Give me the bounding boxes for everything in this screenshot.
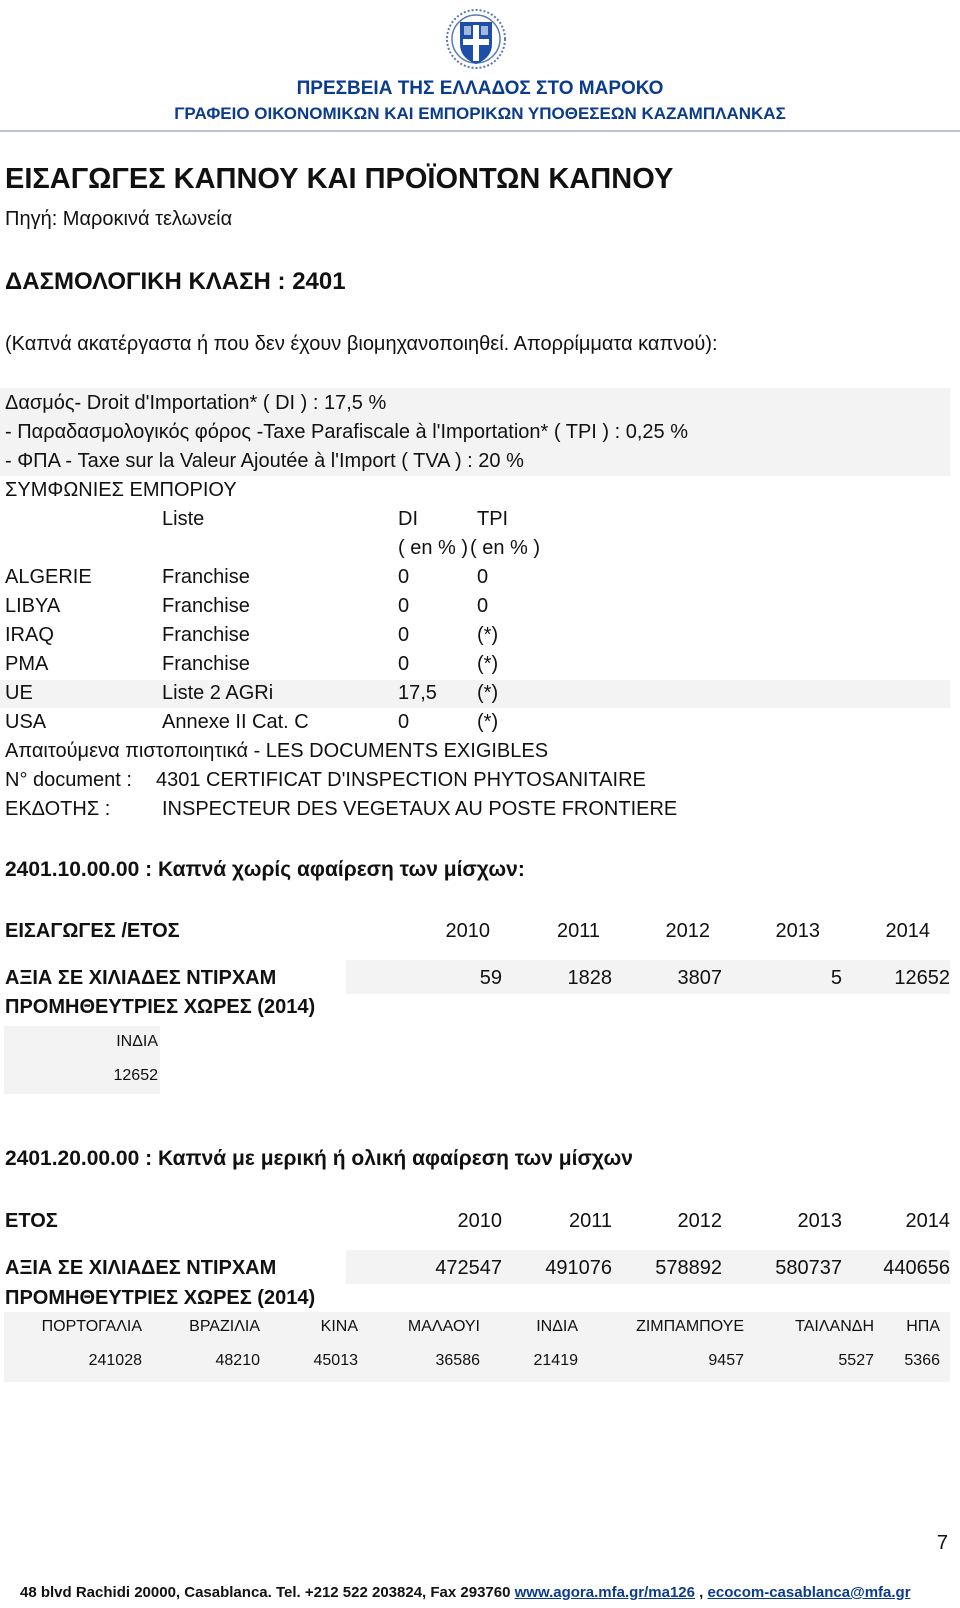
duty-tva: - ΦΠΑ - Taxe sur la Valeur Ajoutée à l'Import ( TVA ) : 20 % <box>5 450 524 472</box>
agreement-tpi: (*) <box>477 711 499 733</box>
supplier-value: 12652 <box>113 1067 158 1084</box>
source-line: Πηγή: Μαροκινά τελωνεία <box>5 208 233 230</box>
section2-year: 2012 <box>677 1210 722 1232</box>
section1-imports-label: ΕΙΣΑΓΩΓΕΣ /ΕΤΟΣ <box>5 920 180 942</box>
supplier-value: 36586 <box>435 1352 480 1369</box>
document-label: N° document : <box>5 769 132 791</box>
col-di: DI <box>398 508 418 530</box>
section1-year: 2012 <box>665 920 710 942</box>
section1-value: 5 <box>830 967 842 989</box>
agreement-country: LIBYA <box>5 595 61 617</box>
footer <box>20 1584 911 1601</box>
agreement-tpi: (*) <box>477 682 499 704</box>
agreement-tpi: (*) <box>477 624 499 646</box>
section2-suppliers-label: ΠΡΟΜΗΘΕΥΤΡΙΕΣ ΧΩΡΕΣ (2014) <box>5 1287 316 1309</box>
agreement-tpi: (*) <box>477 653 499 675</box>
section1-heading <box>5 858 525 882</box>
section1-value: 3807 <box>677 967 722 989</box>
agreements-heading: ΣΥΜΦΩΝΙΕΣ ΕΜΠΟΡΙΟΥ <box>5 479 237 501</box>
agreement-di: 0 <box>398 711 410 733</box>
section2-year: 2014 <box>905 1210 950 1232</box>
issuer-label: ΕΚΔΟΤΗΣ : <box>5 798 111 820</box>
section2-value: 578892 <box>655 1257 722 1279</box>
supplier-country: ΤΑΙΛΑΝΔΗ <box>795 1318 874 1335</box>
agreement-country: PMA <box>5 653 49 675</box>
supplier-country: ΚΙΝΑ <box>320 1318 358 1335</box>
section1-value: 1828 <box>567 967 612 989</box>
agreement-country: USA <box>5 711 47 733</box>
section2-title: : Καπνά με μερική ή ολική αφαίρεση των μίσχων <box>139 1147 633 1170</box>
supplier-value: 9457 <box>708 1352 744 1369</box>
section2-value: 472547 <box>435 1257 502 1279</box>
section1-year: 2010 <box>445 920 490 942</box>
issuer-value: INSPECTEUR DES VEGETAUX AU POSTE FRONTIERE <box>162 798 678 820</box>
section1-value-label: ΑΞΙΑ ΣΕ ΧΙΛΙΑΔΕΣ ΝΤΙΡΧΑΜ <box>5 967 277 989</box>
footer-address: 48 blvd Rachidi 20000, Casablanca. Tel. +212 522 203824, Fax 293760 <box>20 1584 515 1601</box>
embassy-name: ΠΡΕΣΒΕΙΑ ΤΗΣ ΕΛΛΑΔΟΣ ΣΤΟ ΜΑΡΟΚΟ <box>296 78 664 99</box>
supplier-country: ΜΑΛΑΟΥΙ <box>407 1318 480 1335</box>
section1-year: 2011 <box>556 920 600 942</box>
agreement-country: ALGERIE <box>5 566 92 588</box>
duty-tpi: - Παραδασμολογικός φόρος -Taxe Parafiscale à l'Importation* ( TPI ) : 0,25 % <box>5 421 688 443</box>
agreement-country: UE <box>5 682 33 704</box>
page-title: ΕΙΣΑΓΩΓΕΣ ΚΑΠΝΟΥ ΚΑΙ ΠΡΟΪΟΝΤΩΝ ΚΑΠΝΟΥ <box>5 163 674 195</box>
section2-code: 2401.20.00.00 <box>5 1147 140 1170</box>
website-link[interactable]: www.agora.mfa.gr/ma126 <box>514 1584 695 1601</box>
section2-year-label: ΕΤΟΣ <box>5 1210 58 1232</box>
agreement-di: 0 <box>398 624 410 646</box>
supplier-value: 5366 <box>904 1352 940 1369</box>
agreement-di: 0 <box>398 595 410 617</box>
section2-year: 2011 <box>568 1210 612 1232</box>
agreement-liste: Liste 2 AGRi <box>162 682 274 704</box>
section2-value: 440656 <box>883 1257 950 1279</box>
supplier-country: ΖΙΜΠΑΜΠΟΥΕ <box>636 1318 744 1335</box>
supplier-value: 21419 <box>533 1352 578 1369</box>
agreement-liste: Franchise <box>162 653 250 675</box>
agreement-liste: Annexe II Cat. C <box>162 711 309 733</box>
section2-value-label: ΑΞΙΑ ΣΕ ΧΙΛΙΑΔΕΣ ΝΤΙΡΧΑΜ <box>5 1257 277 1279</box>
agreement-tpi: 0 <box>477 566 489 588</box>
agreement-di: 0 <box>398 566 410 588</box>
section2-value: 491076 <box>545 1257 612 1279</box>
agreement-tpi: 0 <box>477 595 489 617</box>
col-tpi: TPI <box>477 508 509 530</box>
footer-separator: , <box>695 1584 708 1601</box>
document-value: 4301 CERTIFICAT D'INSPECTION PHYTOSANITAIRE <box>156 769 646 791</box>
agreement-liste: Franchise <box>162 566 250 588</box>
agreement-liste: Franchise <box>162 595 250 617</box>
tariff-heading: ΔΑΣΜΟΛΟΓΙΚΗ ΚΛΑΣΗ : 2401 <box>5 268 346 295</box>
page-number: 7 <box>936 1532 948 1554</box>
col-liste: Liste <box>162 508 205 530</box>
supplier-country: ΒΡΑΖΙΛΙΑ <box>189 1318 260 1335</box>
supplier-country: ΗΠΑ <box>906 1318 940 1335</box>
section2-heading <box>5 1147 633 1171</box>
supplier-country: ΙΝΔΙΑ <box>116 1033 158 1050</box>
section1-suppliers-label: ΠΡΟΜΗΘΕΥΤΡΙΕΣ ΧΩΡΕΣ (2014) <box>5 996 316 1018</box>
section1-code: 2401.10.00.00 <box>5 858 140 881</box>
greek-coat-of-arms-icon <box>446 8 506 70</box>
agreement-liste: Franchise <box>162 624 250 646</box>
section1-value: 59 <box>479 967 502 989</box>
email-link[interactable]: ecocom-casablanca@mfa.gr <box>707 1584 911 1601</box>
agreement-di: 17,5 <box>398 682 437 704</box>
supplier-value: 48210 <box>215 1352 260 1369</box>
supplier-country: ΙΝΔΙΑ <box>536 1318 578 1335</box>
section1-title: : Καπνά χωρίς αφαίρεση των μίσχων: <box>139 858 525 881</box>
supplier-country: ΠΟΡΤΟΓΑΛΙΑ <box>41 1318 142 1335</box>
agreement-di: 0 <box>398 653 410 675</box>
required-documents: Απαιτούμενα πιστοποιητικά - LES DOCUMENTS EXIGIBLES <box>5 740 549 762</box>
agreement-country: IRAQ <box>5 624 54 646</box>
unit-di: ( en % ) <box>398 537 469 559</box>
section1-year: 2014 <box>885 920 930 942</box>
product-description: (Καπνά ακατέργαστα ή που δεν έχουν βιομηχανοποιηθεί. Απορρίμματα καπνού): <box>5 333 718 355</box>
supplier-value: 45013 <box>313 1352 358 1369</box>
supplier-value: 5527 <box>838 1352 874 1369</box>
section1-value: 12652 <box>894 967 950 989</box>
agreement-row-highlight <box>0 680 950 708</box>
office-name: ΓΡΑΦΕΙΟ ΟΙΚΟΝΟΜΙΚΩΝ ΚΑΙ ΕΜΠΟΡΙΚΩΝ ΥΠΟΘΕΣΕΩΝ ΚΑΖΑΜΠΛΑΝΚΑΣ <box>174 104 786 123</box>
section2-year: 2010 <box>457 1210 502 1232</box>
section2-value: 580737 <box>775 1257 842 1279</box>
duty-di: Δασμός- Droit d'Importation* ( DI ) : 17,5 % <box>5 392 387 414</box>
section1-year: 2013 <box>775 920 820 942</box>
header-divider <box>0 130 960 132</box>
unit-tpi: ( en % ) <box>470 537 541 559</box>
section2-year: 2013 <box>797 1210 842 1232</box>
supplier-value: 241028 <box>88 1352 142 1369</box>
